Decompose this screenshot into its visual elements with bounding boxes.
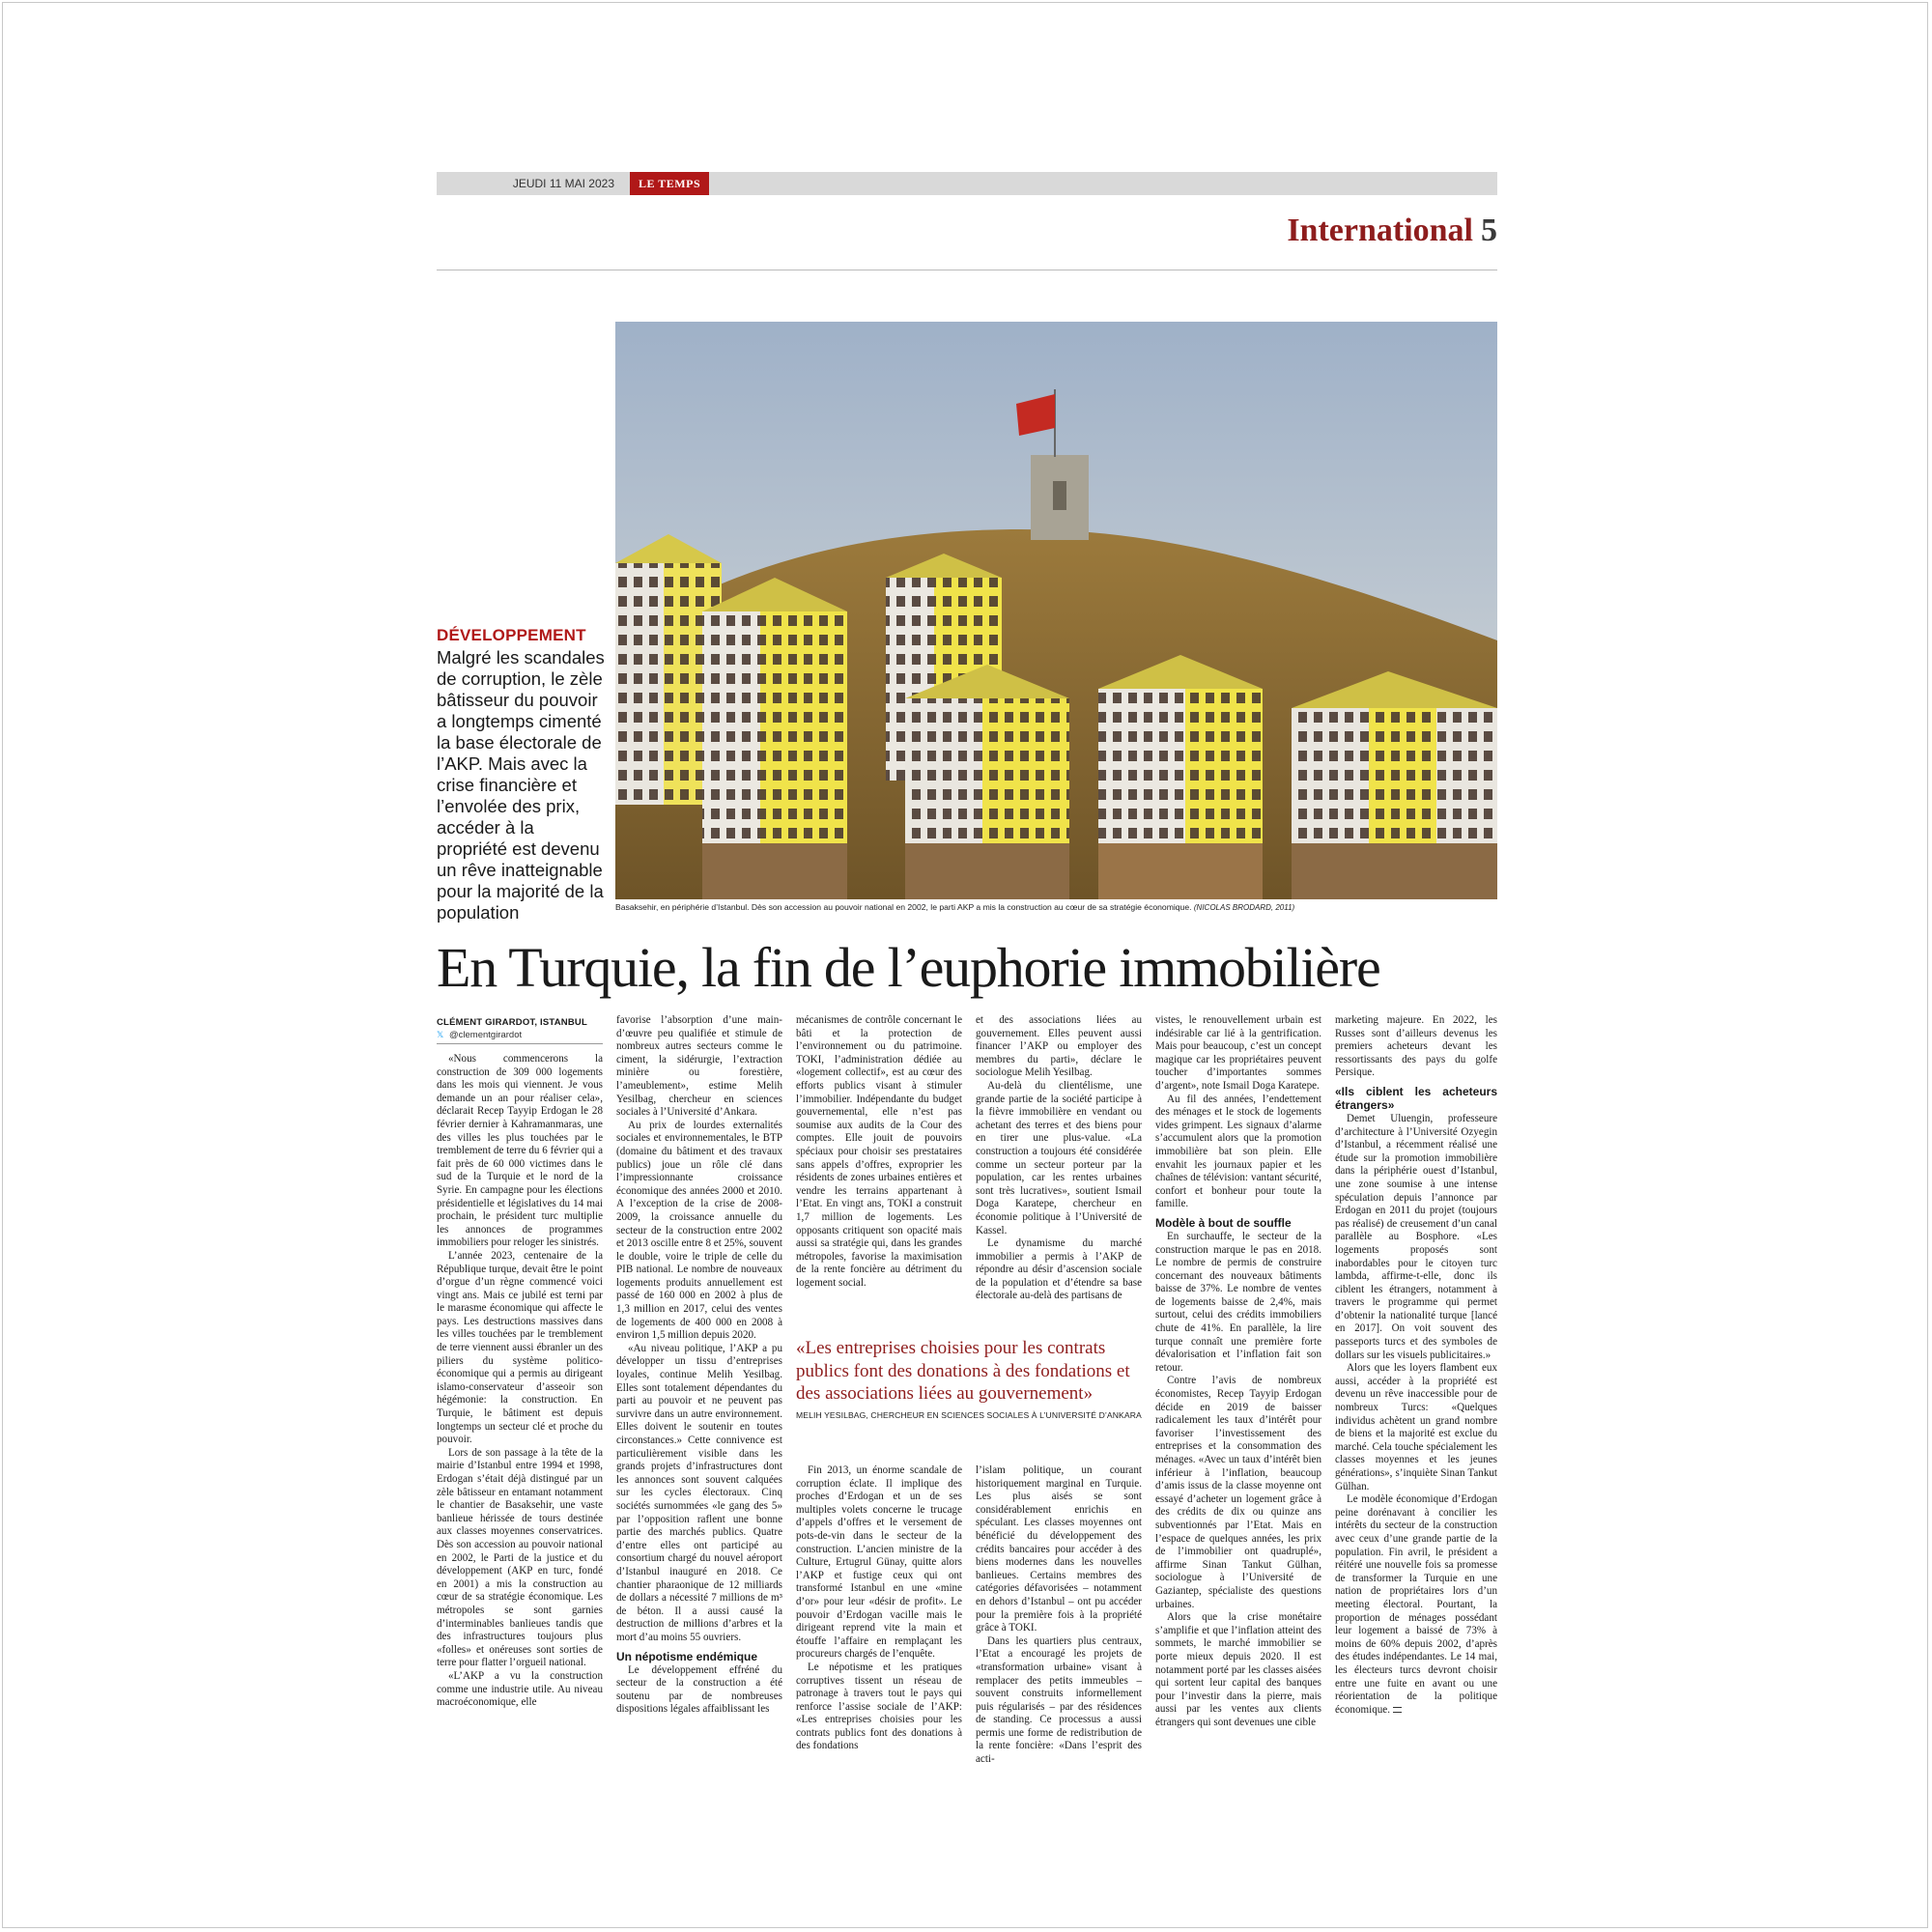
paragraph: Le développement effréné du secteur de la construction a été soutenu par de nombreuses dispositions légales affaiblissant les [616, 1663, 782, 1716]
twitter-bird-icon: 𝕏 [437, 1030, 444, 1039]
article-column-4 [976, 1014, 1142, 1303]
section-name[interactable]: International [1287, 213, 1473, 248]
paragraph: L’année 2023, centenaire de la République turque, devait être le point d’orgue d’un règne commencé voici vingt ans. Mais ce jubilé est terni par le marasme économique qui affecte le pays. Les destructions massives dans les villes touchées par le tremblement de terre viennent aussi ébranler un des piliers du système politico-économique qui a permis au dirigeant islamo-conservateur d’asseoir son hégémonie: la construction. En Turquie, le bâtiment est depuis longtemps un secteur clé et proche du pouvoir. [437, 1249, 603, 1446]
paragraph: Fin 2013, un énorme scandale de corruption éclate. Il implique des proches d’Erdogan et un de ses multiples volets concerne le trucage d’appels d’offres et le versement de pots-de-vin dans le secteur de la construction. L’ancien ministre de la Culture, Ertugrul Günay, quitte alors l’AKP et fustige ceux qui ont transformé Istanbul en une «mine d’or» pour leur «désir de profit». Le pouvoir d’Erdogan vacille mais le dirigeant reprend vite la main et étouffe l’affaire en remplaçant les procureurs chargés de l’enquête. [796, 1464, 962, 1661]
subheading: Modèle à bout de souffle [1155, 1215, 1292, 1230]
paragraph: favorise l’absorption d’une main-d’œuvre peu qualifiée et stimule de nombreux autres secteurs comme le ciment, la sidérurgie, l’extraction minière ou forestière, l’ameublement», estime Melih Yesilbag, chercheur en sciences sociales à l’Université d’Ankara. [616, 1014, 782, 1119]
standfirst: Malgré les scandales de corruption, le zèle bâtisseur du pouvoir a longtemps cimenté la base électorale de l’AKP. Mais avec la crise financière et l’envolée des prix, accéder à la propriété est devenu un rêve inatteignable pour la majorité de la population [437, 647, 605, 923]
paragraph: Alors que les loyers flambent eux aussi, accéder à la propriété est devenu un rêve inaccessible pour de nombreux Turcs: «Quelques individus achètent un grand nombre de biens et la majorité est exclue du marché. Cela touche spécialement les classes moyennes et les jeunes générations», s’inquiète Sinan Tankut Gülhan. [1335, 1362, 1497, 1492]
article-column-5 [1155, 1014, 1321, 1729]
paragraph: «L’AKP a vu la construction comme une industrie utile. Au niveau macroéconomique, elle [437, 1669, 603, 1709]
closing-paragraph-text: Le modèle économique d’Erdogan peine dorénavant à concilier les intérêts du secteur de la construction avec ceux d’une grande partie de la population. Fin avril, le président a réitéré une nouvelle fois sa promesse de transformer la Turquie en une nation de propriétaires lors d’un meeting électoral. Pourtant, la proportion de ménages possédant leur logement a baissé de 73% à moins de 60% depuis 2002, d’après des études indépendantes. Le 14 mai, les électeurs turcs devront choisir entre une fuite en avant ou une réorientation de la politique économique. [1335, 1493, 1497, 1716]
kicker: DÉVELOPPEMENT [437, 626, 586, 644]
byline [437, 1017, 603, 1044]
paragraph [1335, 1493, 1497, 1717]
issue-date: JEUDI 11 MAI 2023 [512, 177, 614, 190]
paragraph: Au-delà du clientélisme, une grande partie de la société participe à la fièvre immobilière en vendant ou achetant des terres et des biens pour en tirer une plus-value. «La construction a toujours été considérée comme un secteur porteur par la population, car les rentes urbaines sont très lucratives», soutient Ismail Doga Karatepe, chercheur en économie politique à l’Université de Kassel. [976, 1079, 1142, 1236]
paragraph: et des associations liées au gouvernement. Elles peuvent aussi financer l’AKP ou employer des membres du parti», déclare le sociologue Melih Yesilbag. [976, 1014, 1142, 1079]
paragraph: vistes, le renouvellement urbain est indésirable car lié à la gentrification. Mais pour beaucoup, c’est un concept magique car les propriétaires peuvent toucher d’importantes sommes d’argent», note Ismail Doga Karatepe. [1155, 1014, 1321, 1092]
caption-text: Basaksehir, en périphérie d’Istanbul. Dès son accession au pouvoir national en 2002, le parti AKP a mis la construction au cœur de sa stratégie économique. [615, 902, 1192, 912]
author-name: CLÉMENT GIRARDOT, ISTANBUL [437, 1017, 587, 1028]
paragraph: Contre l’avis de nombreux économistes, Recep Tayyip Erdogan décide en 2019 de baisser radicalement les taux d’intérêt pour favoriser l’investissement des entreprises et la consommation des ménages. «Avec un taux d’intérêt bien inférieur à l’inflation, beaucoup d’amis issus de la classe moyenne ont essayé d’acheter un logement grâce à des crédits de dix ou quinze ans subventionnés par l’Etat. Mais en l’espace de quelques années, les prix de l’immobilier ont quadruplé», affirme Sinan Tankut Gülhan, sociologue à l’Université de Gaziantep, spécialiste des questions urbaines. [1155, 1375, 1321, 1610]
intro-block [437, 626, 609, 923]
paragraph: «Au niveau politique, l’AKP a pu développer un tissu d’entreprises loyales, continue Melih Yesilbag. Elles sont totalement dépendantes du parti au pouvoir et ne peuvent pas survivre dans un autre environnement. Elles doivent le soutenir en toutes circonstances.» Cette connivence est particulièrement visible dans les grands projets d’infrastructures dont les annonces sont souvent calquées sur les cycles électoraux. Cinq sociétés surnommées «le gang des 5» par l’opposition raflent une bonne partie des marchés publics. Quatre d’entre elles ont participé au consortium chargé du nouvel aéroport d’Istanbul inauguré en 2018. Ce chantier pharaonique de 12 milliards de dollars a nécessité 7 millions de m³ de béton. Il a aussi causé la destruction de millions d’arbres et la mort d’au moins 55 ouvriers. [616, 1342, 782, 1643]
paragraph: En surchauffe, le secteur de la construction marque le pas en 2018. Le nombre de permis de construire concernant des nouveaux bâtiments baisse de 37%. Le nombre de ventes de logements baisse de 2,4%, mais surtout, celui des crédits immobiliers chute de 41%. En parallèle, la lire turque connaît une première forte dévalorisation et l’inflation fait son retour. [1155, 1230, 1321, 1374]
end-of-article-icon [1393, 1707, 1402, 1713]
headline: En Turquie, la fin de l’euphorie immobilière [437, 936, 1380, 999]
paragraph: Le dynamisme du marché immobilier a permis à l’AKP de répondre au désir d’ascension sociale de la population et d’étendre sa base électorale au-delà des partisans de [976, 1237, 1142, 1302]
paragraph: l’islam politique, un courant historiquement marginal en Turquie. Les plus aisés se sont considérablement enrichis en spéculant. Les classes moyennes ont bénéficié du développement des crédits bancaires pour accéder à des biens modernes dans les nouvelles banlieues. Certains membres des catégories défavorisées – notamment en dehors d’Istanbul – ont pu accéder pour la première fois à la propriété grâce à TOKI. [976, 1464, 1142, 1634]
pull-quote-attribution: MELIH YESILBAG, CHERCHEUR EN SCIENCES SOCIALES À L’UNIVERSITÉ D’ANKARA [796, 1409, 1142, 1420]
article-column-1 [437, 1053, 603, 1710]
section-header [1287, 213, 1497, 249]
paragraph: Demet Uluengin, professeure d’architecture à l’Université Ozyegin d’Istanbul, a récemment réalisé une étude sur la promotion immobilière dans la périphérie ouest d’Istanbul, une zone soumise à une intense spéculation depuis l’annonce par Erdogan en 2011 du projet (toujours pas réalisé) de creusement d’un canal parallèle au Bosphore. «Les logements proposés sont inabordables pour le citoyen turc lambda, affirme-t-elle, donc ils ciblent les étrangers, notamment à travers le programme qui permet d’obtenir la nationalité turque [lancé en 2017]. On voit souvent des passeports turcs et des symboles de dollars sur les visuels publicitaires.» [1335, 1112, 1497, 1361]
paragraph: Au prix de lourdes externalités sociales et environnementales, le BTP (domaine du bâtiment et des travaux publics) joue un rôle clé dans l’impressionnante croissance économique des années 2000 et 2010. A l’exception de la crise de 2008-2009, la croissance annuelle du secteur de la construction entre 2002 et 2013 oscille entre 8 et 25%, souvent le double, voire le triple de celle du PIB national. Le nombre de nouveaux logements produits annuellement est passé de 160 000 en 2002 à plus de 1,3 million en 2017, celui des ventes de logements de 400 000 en 2008 à environ 1,5 million depuis 2020. [616, 1119, 782, 1342]
article-column-3 [796, 1014, 962, 1290]
newspaper-page [437, 172, 1497, 1776]
photo-caption [615, 902, 1497, 912]
paragraph: marketing majeure. En 2022, les Russes sont d’ailleurs devenus les premiers acheteurs devant les ressortissants des pays du golfe Persique. [1335, 1014, 1497, 1079]
article-column-3-lower [796, 1464, 962, 1753]
paragraph: Au fil des années, l’endettement des ménages et le stock de logements vides grimpent. Les signaux d’alarme s’accumulent alors que la promotion immobilière bat son plein. Elle envahit les journaux papier et les chaînes de télévision: vantant sécurité, confort et bonheur pour toute la famille. [1155, 1093, 1321, 1210]
subheading: «Ils ciblent les acheteurs étrangers» [1335, 1084, 1497, 1112]
photo-credit: (NICOLAS BRODARD, 2011) [1193, 903, 1295, 912]
paragraph: «Nous commencerons la construction de 309 000 logements dans les mois qui viennent. Je vous demande un an pour réaliser cela», déclarait Recep Tayyip Erdogan le 28 février dernier à Kahramanmaras, une des villes les plus touchées par le tremblement de terre du 6 février qui a fait près de 60 000 victimes dans le sud de la Turquie et le nord de la Syrie. En campagne pour les élections présidentielle et législatives du 14 mai prochain, le président turc multiplie les annonces de programmes immobiliers pour reloger les sinistrés. [437, 1053, 603, 1249]
header-strip [437, 172, 1497, 195]
article-column-6 [1335, 1014, 1497, 1717]
article-column-2 [616, 1014, 782, 1717]
article-column-4-lower [976, 1464, 1142, 1767]
lead-photo[interactable] [615, 322, 1497, 899]
pull-quote [796, 1337, 1142, 1420]
paragraph: mécanismes de contrôle concernant le bâti et la protection de l’environnement ou du patrimoine. TOKI, l’administration dédiée au «logement collectif», est au cœur des efforts publics visant à stimuler l’immobilier. Indépendante du budget gouvernemental, elle n’est pas soumise aux audits de la Cour des comptes. Elle jouit de pouvoirs spéciaux pour choisir ses prestataires sans appels d’offres, exproprier les résidents de zones urbaines entières et vendre les terrains appartenant à l’Etat. En vingt ans, TOKI a construit 1,7 million de logements. Les opposants critiquent son opacité mais aussi sa stratégie qui, dans les grandes métropoles, favorise la maximisation de la rente foncière au détriment du logement social. [796, 1014, 962, 1289]
paragraph: Le népotisme et les pratiques corruptives tissent un réseau de patronage à travers tout le pays qui renforce l’assise sociale de l’AKP: «Les entreprises choisies pour les contrats publics font des donations à des fondations [796, 1661, 962, 1752]
author-handle[interactable] [437, 1030, 603, 1044]
pull-quote-text: «Les entreprises choisies pour les contrats publics font des donations à des fondations et des associations liées au gouvernement» [796, 1338, 1130, 1404]
photo-illustration [615, 322, 1497, 899]
page-number: 5 [1481, 213, 1497, 248]
newspaper-logo[interactable]: LE TEMPS [630, 172, 709, 195]
paragraph: Dans les quartiers plus centraux, l’Etat a encouragé les projets de «transformation urbaine» visant à remplacer des petits immeubles – souvent construits informellement puis régularisés – par des résidences de standing. Ce processus a aussi permis une forme de redistribution de la rente foncière: «Dans l’esprit des acti- [976, 1634, 1142, 1766]
handle-text: @clementgirardot [449, 1030, 523, 1040]
paragraph: Alors que la crise monétaire s’amplifie et que l’inflation atteint des sommets, le marché immobilier se porte mieux depuis 2020. Il est notamment porté par les classes aisées qui sortent leur capital des banques pour l’investir dans la pierre, mais aussi par les ventes aux clients étrangers qui sont devenues une cible [1155, 1611, 1321, 1728]
paragraph: Lors de son passage à la tête de la mairie d’Istanbul entre 1994 et 1998, Erdogan s’était déjà distingué par un zèle bâtisseur en entamant notamment le chantier de Basaksehir, une vaste banlieue hérissée de tours destinée aux classes moyennes conservatrices. Dès son accession au pouvoir national en 2002, le Parti de la justice et du développement (AKP en turc, fondé en 2001) a mis la construction au cœur de sa stratégie économique. Les métropoles se sont garnies d’interminables banlieues tandis que des infrastructures toujours plus «folles» et onéreuses sont sorties de terre pour flatter l’orgueil national. [437, 1446, 603, 1669]
subheading: Un népotisme endémique [616, 1649, 758, 1663]
